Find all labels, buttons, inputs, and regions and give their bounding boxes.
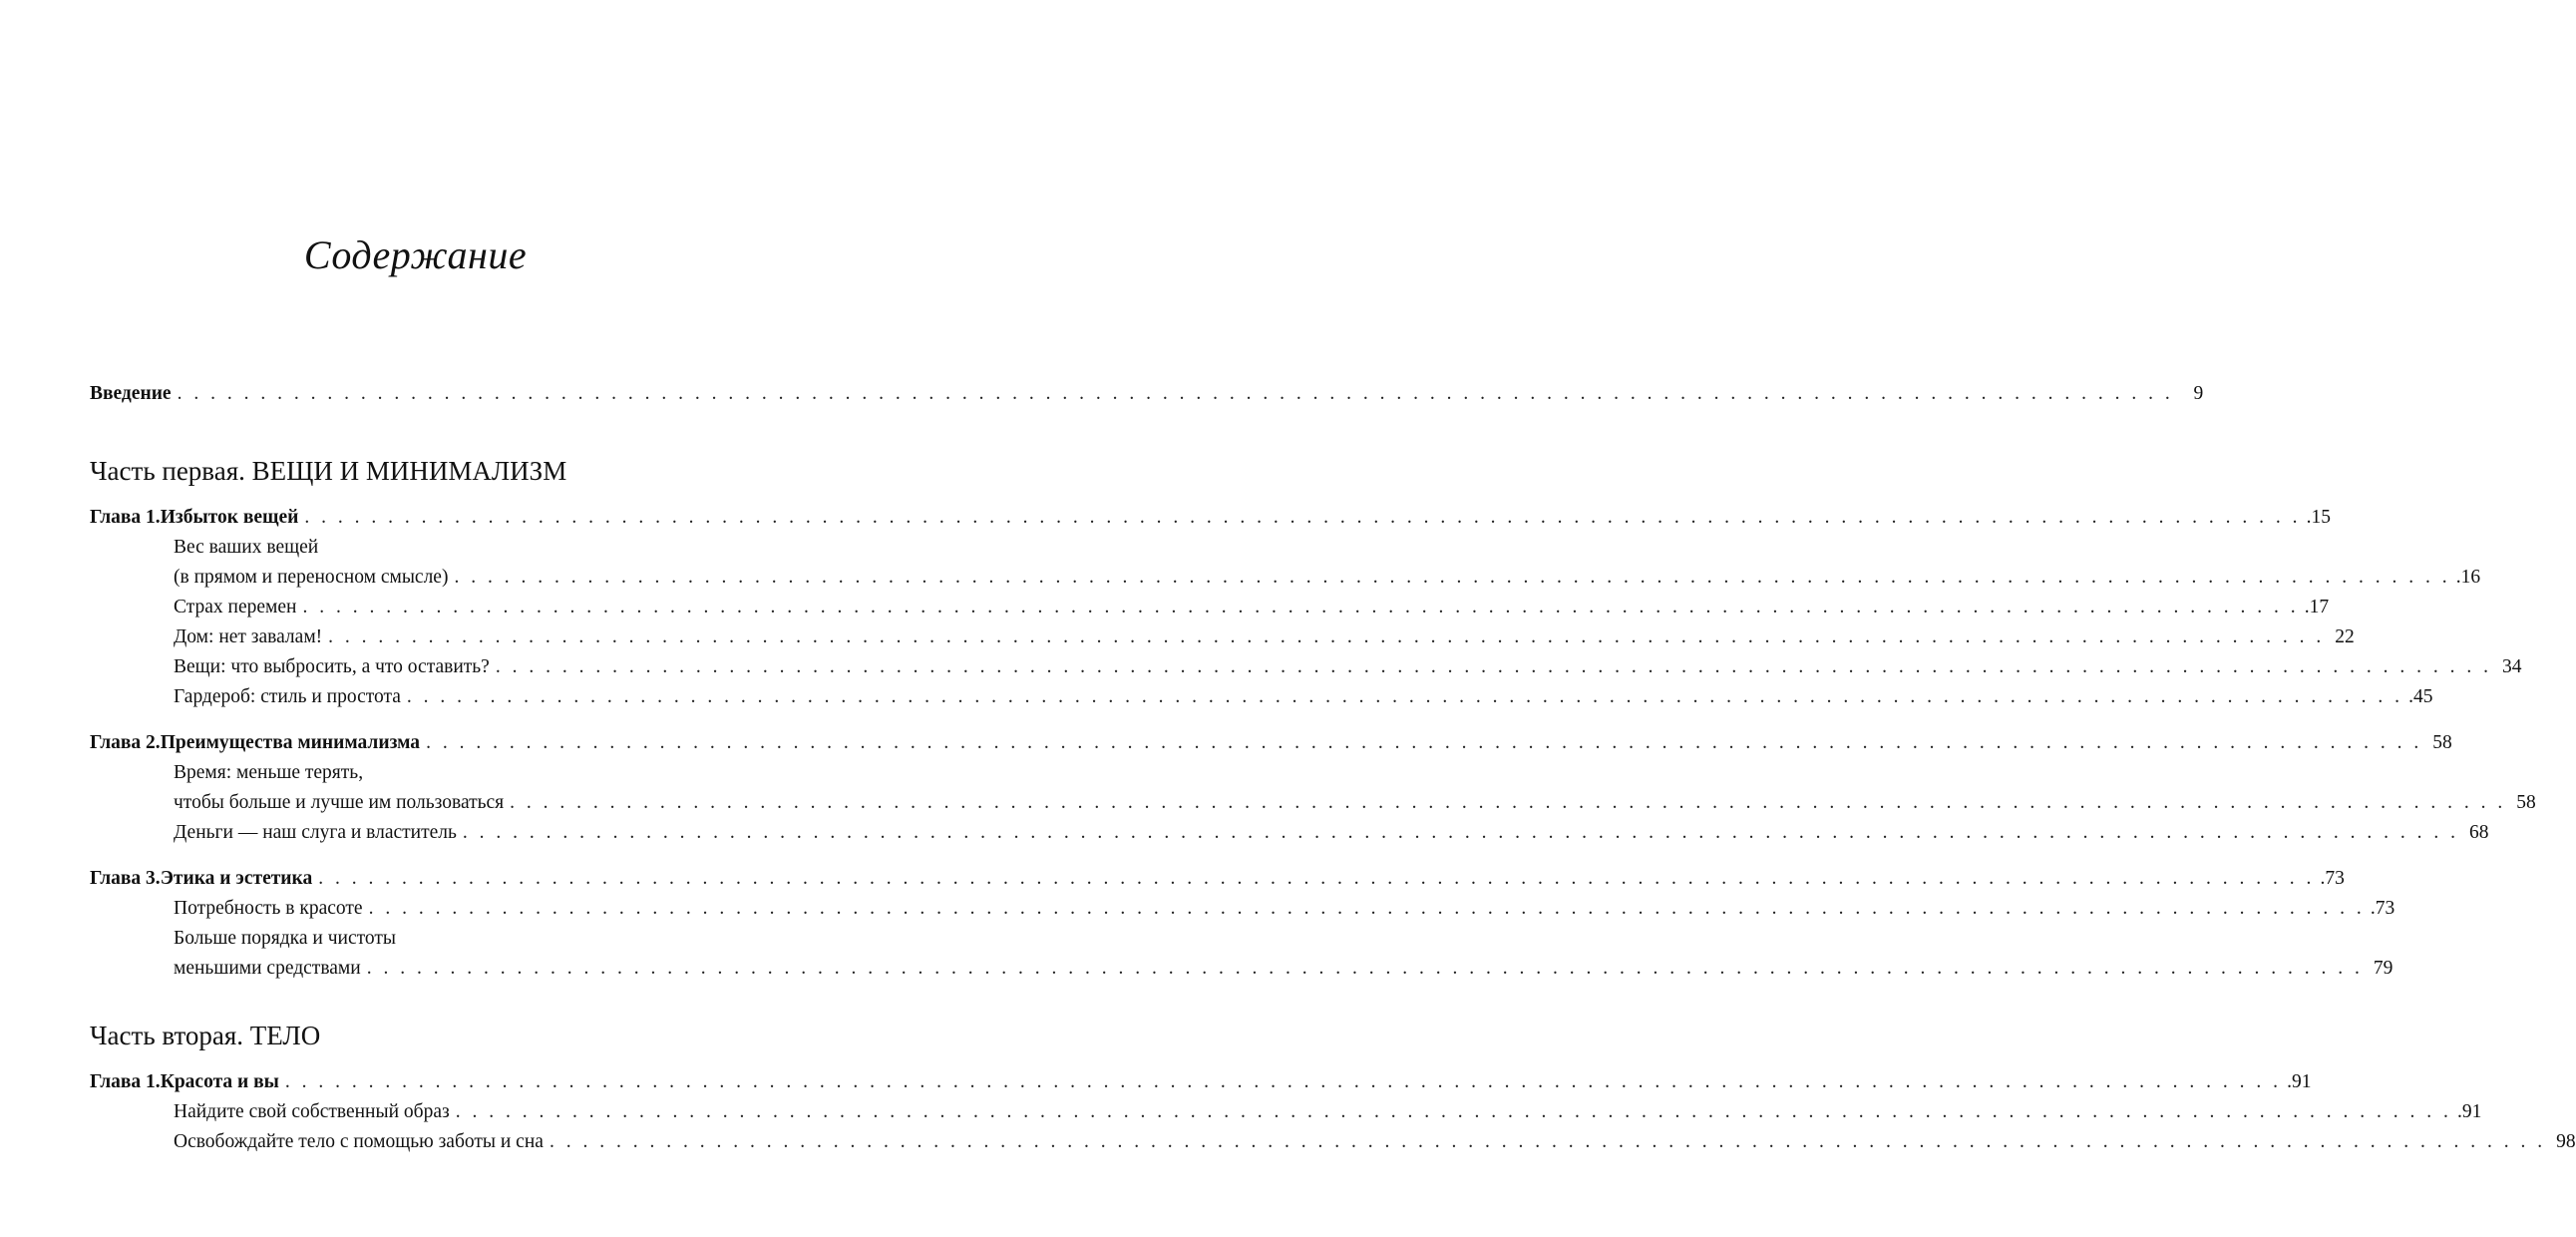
page-title: Содержание xyxy=(303,232,528,277)
dot-leader: . . . . . . . . . . . . . . . . . . . . . . . . . . . . . . . . . . . . . . . . . . . . . . . . . . . . . . . . . . . . . . . . . . . . . . . . . . . . . . . . . . . . . . . . . . . . . . . . . . . . . . . . . . . . . . . . . . . . . . . . xyxy=(454,567,2451,588)
toc-page-number: .91 xyxy=(2287,1071,2312,1092)
toc-page-number: 9 xyxy=(2193,383,2204,404)
toc-entry-label: Вещи: что выбросить, а что оставить? xyxy=(174,656,490,677)
dot-leader: . . . . . . . . . . . . . . . . . . . . . . . . . . . . . . . . . . . . . . . . . . . . . . . . . . . . . . . . . . . . . . . . . . . . . . . . . . . . . . . . . . . . . . . . . . . . . . . . . . . . . . . . . . . . . . . . . . . . . . . . xyxy=(366,958,2364,979)
chapter-sections xyxy=(90,1097,2576,1157)
chapter-number: Глава 2. xyxy=(90,732,161,753)
toc-page-number: .15 xyxy=(2306,507,2332,528)
toc-chapter-entry xyxy=(90,503,2332,533)
toc-section-entry xyxy=(174,788,2536,818)
toc-page-number: .17 xyxy=(2304,597,2330,618)
section-title-line: Время: меньше терять, xyxy=(174,762,364,783)
chapter-sections xyxy=(90,758,2536,848)
chapter-spacer xyxy=(90,848,712,864)
toc-chapter-entry xyxy=(90,1067,2312,1097)
dot-leader: . . . . . . . . . . . . . . . . . . . . . . . . . . . . . . . . . . . . . . . . . . . . . . . . . . . . . . . . . . . . . . . . . . . . . . . . . . . . . . . . . . . . . . . . . . . . . . . . . . . . . . . . . . . . . . . . . . . . . . . . xyxy=(510,792,2506,813)
toc-entry-label: Деньги — наш слуга и властитель xyxy=(174,822,457,843)
toc-parts xyxy=(90,453,2576,1157)
toc-page-number: 58 xyxy=(2432,732,2452,753)
dot-leader: . . . . . . . . . . . . . . . . . . . . . . . . . . . . . . . . . . . . . . . . . . . . . . . . . . . . . . . . . . . . . . . . . . . . . . . . . . . . . . . . . . . . . . . . . . . . . . . . . . . . . . . . . . . . . . . . . . . . . . . . xyxy=(455,1101,2452,1122)
toc-part xyxy=(90,453,2536,984)
chapter-sections xyxy=(90,894,2395,984)
chapter-sections xyxy=(90,533,2522,712)
part-heading: Часть первая. ВЕЩИ И МИНИМАЛИЗМ xyxy=(90,456,567,486)
chapter-number: Глава 1. xyxy=(90,507,161,528)
part-heading: Часть вторая. ТЕЛО xyxy=(90,1021,321,1050)
toc-section-entry xyxy=(174,652,2522,682)
toc-entry-intro xyxy=(90,379,2204,409)
toc-page-number: .73 xyxy=(2320,868,2345,889)
toc-part xyxy=(90,1018,2576,1157)
dot-leader: . . . . . . . . . . . . . . . . . . . . . . . . . . . . . . . . . . . . . . . . . . . . . . . . . . . . . . . . . . . . . . . . . . . . . . . . . . . . . . . . . . . . . . . . . . . . . . . . . . . . . . . . . . . . . . . . . . . . . . . . xyxy=(304,507,2302,528)
dot-leader: . . . . . . . . . . . . . . . . . . . . . . . . . . . . . . . . . . . . . . . . . . . . . . . . . . . . . . . . . . . . . . . . . . . . . . . . . . . . . . . . . . . . . . . . . . . . . . . . . . . . . . . . . . . . . . . . . . . . . . . . xyxy=(406,686,2403,707)
toc-page-number: 58 xyxy=(2516,792,2536,813)
toc-page-number: .73 xyxy=(2370,898,2395,919)
toc-page-number: 98 xyxy=(2556,1131,2576,1152)
toc-section-entry xyxy=(174,622,2355,652)
toc-page-number: 34 xyxy=(2501,656,2522,677)
chapter-spacer xyxy=(90,712,712,728)
toc-entry-label: Гардероб: стиль и простота xyxy=(174,686,401,707)
toc-section-entry xyxy=(174,954,2393,984)
toc-section-entry xyxy=(174,1127,2576,1157)
toc-page-number: .16 xyxy=(2455,567,2481,588)
table-of-contents xyxy=(90,379,2576,1157)
chapter-number: Глава 1. xyxy=(90,1071,161,1092)
toc-section-entry xyxy=(174,1097,2482,1127)
toc-entry-label: Освобождайте тело с помощью заботы и сна xyxy=(174,1131,544,1152)
section-title-line: Вес ваших вещей xyxy=(174,537,319,558)
toc-section-entry xyxy=(174,563,2481,593)
dot-leader: . . . . . . . . . . . . . . . . . . . . . . . . . . . . . . . . . . . . . . . . . . . . . . . . . . . . . . . . . . . . . . . . . . . . . . . . . . . . . . . . . . . . . . . . . . . . . . . . . . . . . . . . . . . . . . . . . . . . . . . . xyxy=(177,383,2174,404)
toc-page-number: 22 xyxy=(2335,626,2355,647)
toc-page-number: 79 xyxy=(2373,958,2393,979)
dot-leader: . . . . . . . . . . . . . . . . . . . . . . . . . . . . . . . . . . . . . . . . . . . . . . . . . . . . . . . . . . . . . . . . . . . . . . . . . . . . . . . . . . . . . . . . . . . . . . . . . . . . . . . . . . . . . . . . . . . . . . . . xyxy=(302,597,2300,618)
toc-section-entry xyxy=(174,682,2433,712)
chapter-title: Красота и вы xyxy=(160,1071,279,1092)
toc-section-entry xyxy=(174,593,2330,622)
dot-leader: . . . . . . . . . . . . . . . . . . . . . . . . . . . . . . . . . . . . . . . . . . . . . . . . . . . . . . . . . . . . . . . . . . . . . . . . . . . . . . . . . . . . . . . . . . . . . . . . . . . . . . . . . . . . . . . . . . . . . . . . xyxy=(495,656,2492,677)
dot-leader: . . . . . . . . . . . . . . . . . . . . . . . . . . . . . . . . . . . . . . . . . . . . . . . . . . . . . . . . . . . . . . . . . . . . . . . . . . . . . . . . . . . . . . . . . . . . . . . . . . . . . . . . . . . . . . . . . . . . . . . . xyxy=(462,822,2459,843)
toc-chapter-entry xyxy=(90,728,2452,758)
dot-leader: . . . . . . . . . . . . . . . . . . . . . . . . . . . . . . . . . . . . . . . . . . . . . . . . . . . . . . . . . . . . . . . . . . . . . . . . . . . . . . . . . . . . . . . . . . . . . . . . . . . . . . . . . . . . . . . . . . . . . . . . xyxy=(426,732,2422,753)
dot-leader: . . . . . . . . . . . . . . . . . . . . . . . . . . . . . . . . . . . . . . . . . . . . . . . . . . . . . . . . . . . . . . . . . . . . . . . . . . . . . . . . . . . . . . . . . . . . . . . . . . . . . . . . . . . . . . . . . . . . . . . . xyxy=(368,898,2366,919)
dot-leader: . . . . . . . . . . . . . . . . . . . . . . . . . . . . . . . . . . . . . . . . . . . . . . . . . . . . . . . . . . . . . . . . . . . . . . . . . . . . . . . . . . . . . . . . . . . . . . . . . . . . . . . . . . . . . . . . . . . . . . . . xyxy=(549,1131,2546,1152)
dot-leader: . . . . . . . . . . . . . . . . . . . . . . . . . . . . . . . . . . . . . . . . . . . . . . . . . . . . . . . . . . . . . . . . . . . . . . . . . . . . . . . . . . . . . . . . . . . . . . . . . . . . . . . . . . . . . . . . . . . . . . . . xyxy=(328,626,2325,647)
toc-entry-label: Введение xyxy=(90,383,172,404)
toc-entry-label: меньшими средствами xyxy=(174,958,361,979)
chapter-title: Преимущества минимализма xyxy=(160,732,421,753)
dot-leader: . . . . . . . . . . . . . . . . . . . . . . . . . . . . . . . . . . . . . . . . . . . . . . . . . . . . . . . . . . . . . . . . . . . . . . . . . . . . . . . . . . . . . . . . . . . . . . . . . . . . . . . . . . . . . . . . . . . . . . . . xyxy=(284,1071,2282,1092)
toc-entry-label: Дом: нет завалам! xyxy=(174,626,323,647)
section-title-line: Больше порядка и чистоты xyxy=(174,928,396,949)
toc-entry-label: чтобы больше и лучше им пользоваться xyxy=(174,792,505,813)
toc-section-entry xyxy=(174,894,2395,924)
toc-page-number: 68 xyxy=(2469,822,2489,843)
chapter-number: Глава 3. xyxy=(90,868,161,889)
toc-section-entry xyxy=(174,818,2489,848)
toc-chapter-entry xyxy=(90,864,2345,894)
toc-entry-label: Потребность в красоте xyxy=(174,898,363,919)
toc-entry-label: (в прямом и переносном смысле) xyxy=(174,567,449,588)
chapter-title: Избыток вещей xyxy=(160,507,299,528)
dot-leader: . . . . . . . . . . . . . . . . . . . . . . . . . . . . . . . . . . . . . . . . . . . . . . . . . . . . . . . . . . . . . . . . . . . . . . . . . . . . . . . . . . . . . . . . . . . . . . . . . . . . . . . . . . . . . . . . . . . . . . . . xyxy=(318,868,2315,889)
toc-page-number: .91 xyxy=(2456,1101,2482,1122)
toc-entry-label: Найдите свой собственный образ xyxy=(174,1101,450,1122)
chapter-title: Этика и эстетика xyxy=(160,868,313,889)
toc-page-number: .45 xyxy=(2408,686,2433,707)
toc-entry-label: Страх перемен xyxy=(174,597,297,618)
